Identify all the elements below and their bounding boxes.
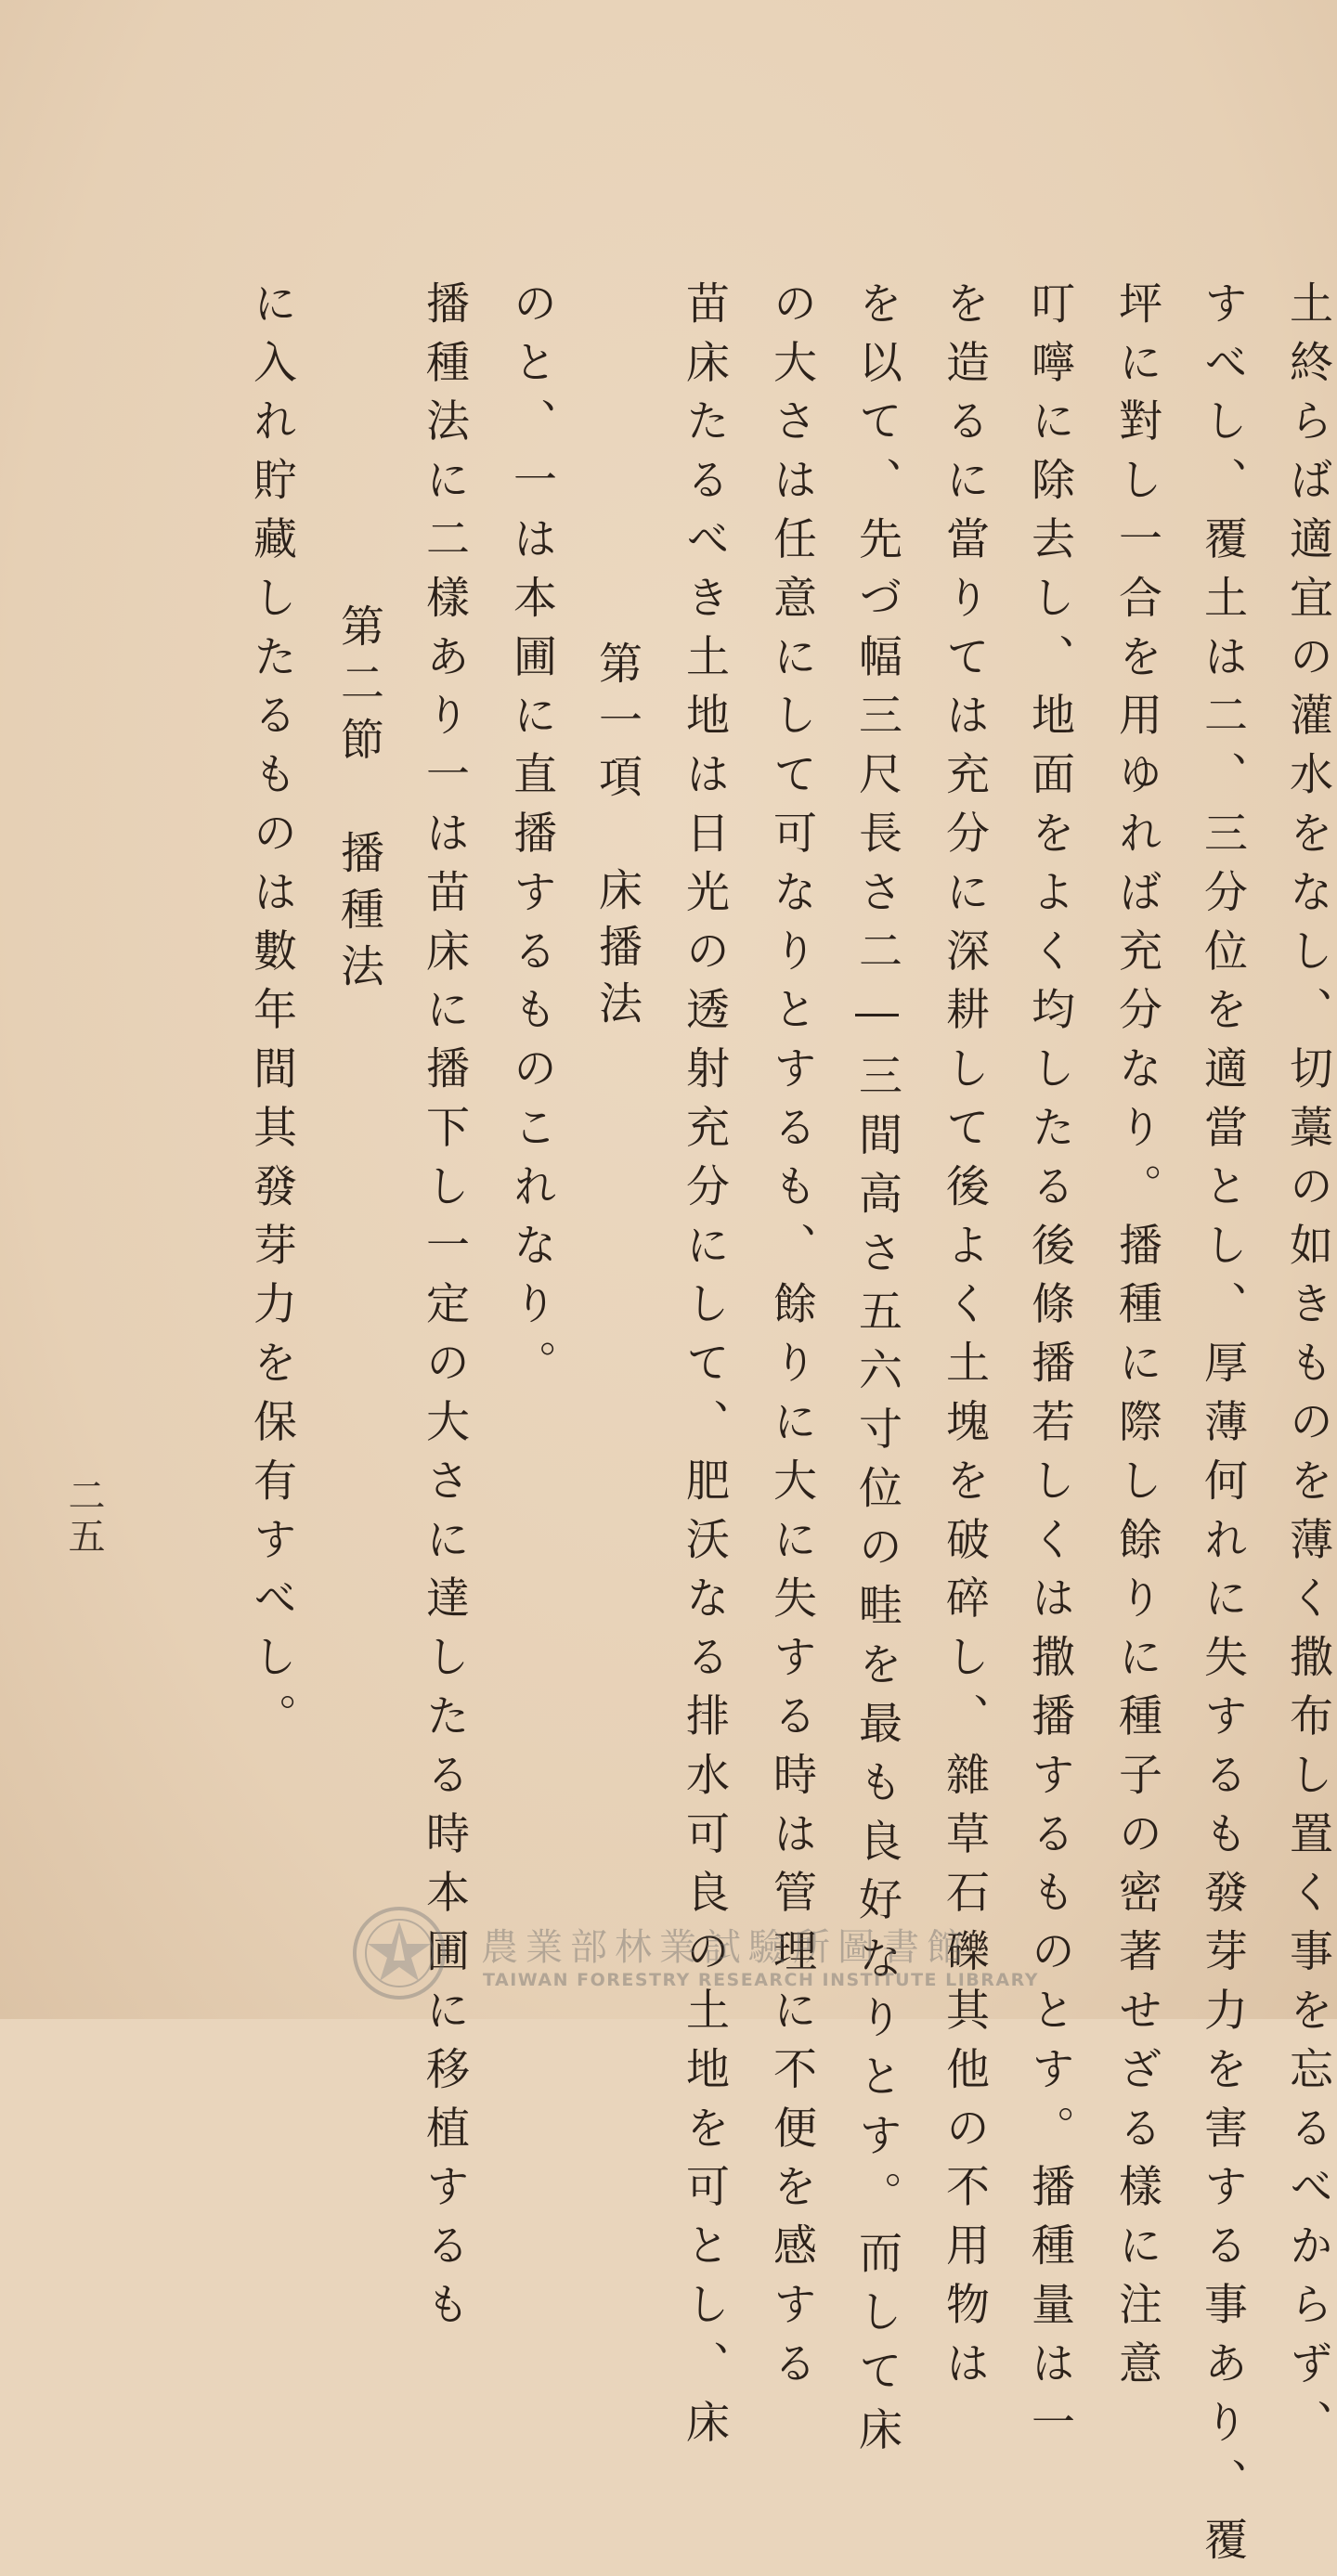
text-line-1: に入れ貯藏したるものは數年間其發芽力を保有すべし。 (246, 280, 297, 1752)
library-watermark (351, 1901, 1039, 2003)
library-name-english: TAIWAN FORESTRY RESEARCH INSTITUTE LIBRARY (483, 1970, 1039, 1990)
text-line-11: 土終らば適宜の灌水をなし、切藁の如きものを薄く撒布し置く事を忘るべからず、 (1282, 280, 1333, 2458)
page-number: 二五 (62, 1476, 105, 1558)
text-line-2: 播種法に二樣あり一は苗床に播下し一定の大さに達したる時本圃に移植するも (419, 280, 470, 2340)
text-line-9: 坪に對し一合を用ゆれば充分なり。播種に際し餘りに種子の密著せざる樣に注意 (1111, 280, 1162, 2400)
library-seal-icon (351, 1905, 448, 2001)
text-line-5: の大さは任意にして可なりとするも、餘りに大に失する時は管理に不便を感する (766, 280, 817, 2400)
text-line-6: を以て、先づ幅三尺長さ二―三間高さ五六寸位の畦を最も良好なりとす。而して床 (851, 280, 902, 2466)
subsection-heading: 第一項 床播法 (591, 641, 643, 1037)
section-heading: 第二節 播種法 (333, 603, 384, 1000)
text-line-10: すべし、覆土は二、三分位を適當とし、厚薄何れに失するも發芽力を害する事あり、覆 (1197, 280, 1248, 2576)
text-line-7: を造るに當りては充分に深耕して後よく土塊を破碎し、雜草石礫其他の不用物は (939, 280, 990, 2400)
text-line-3: のと、一は本圃に直播するものこれなり。 (506, 280, 557, 1399)
text-line-8: 叮嚀に除去し、地面をよく均したる後條播若しくは撒播するものとす。播種量は一 (1024, 280, 1075, 2458)
text-line-4: 苗床たるべき土地は日光の透射充分にして、肥沃なる排水可良の土地を可とし、床 (679, 280, 730, 2458)
library-name-chinese: 農業部林業試驗所圖書館 (481, 1926, 971, 1969)
